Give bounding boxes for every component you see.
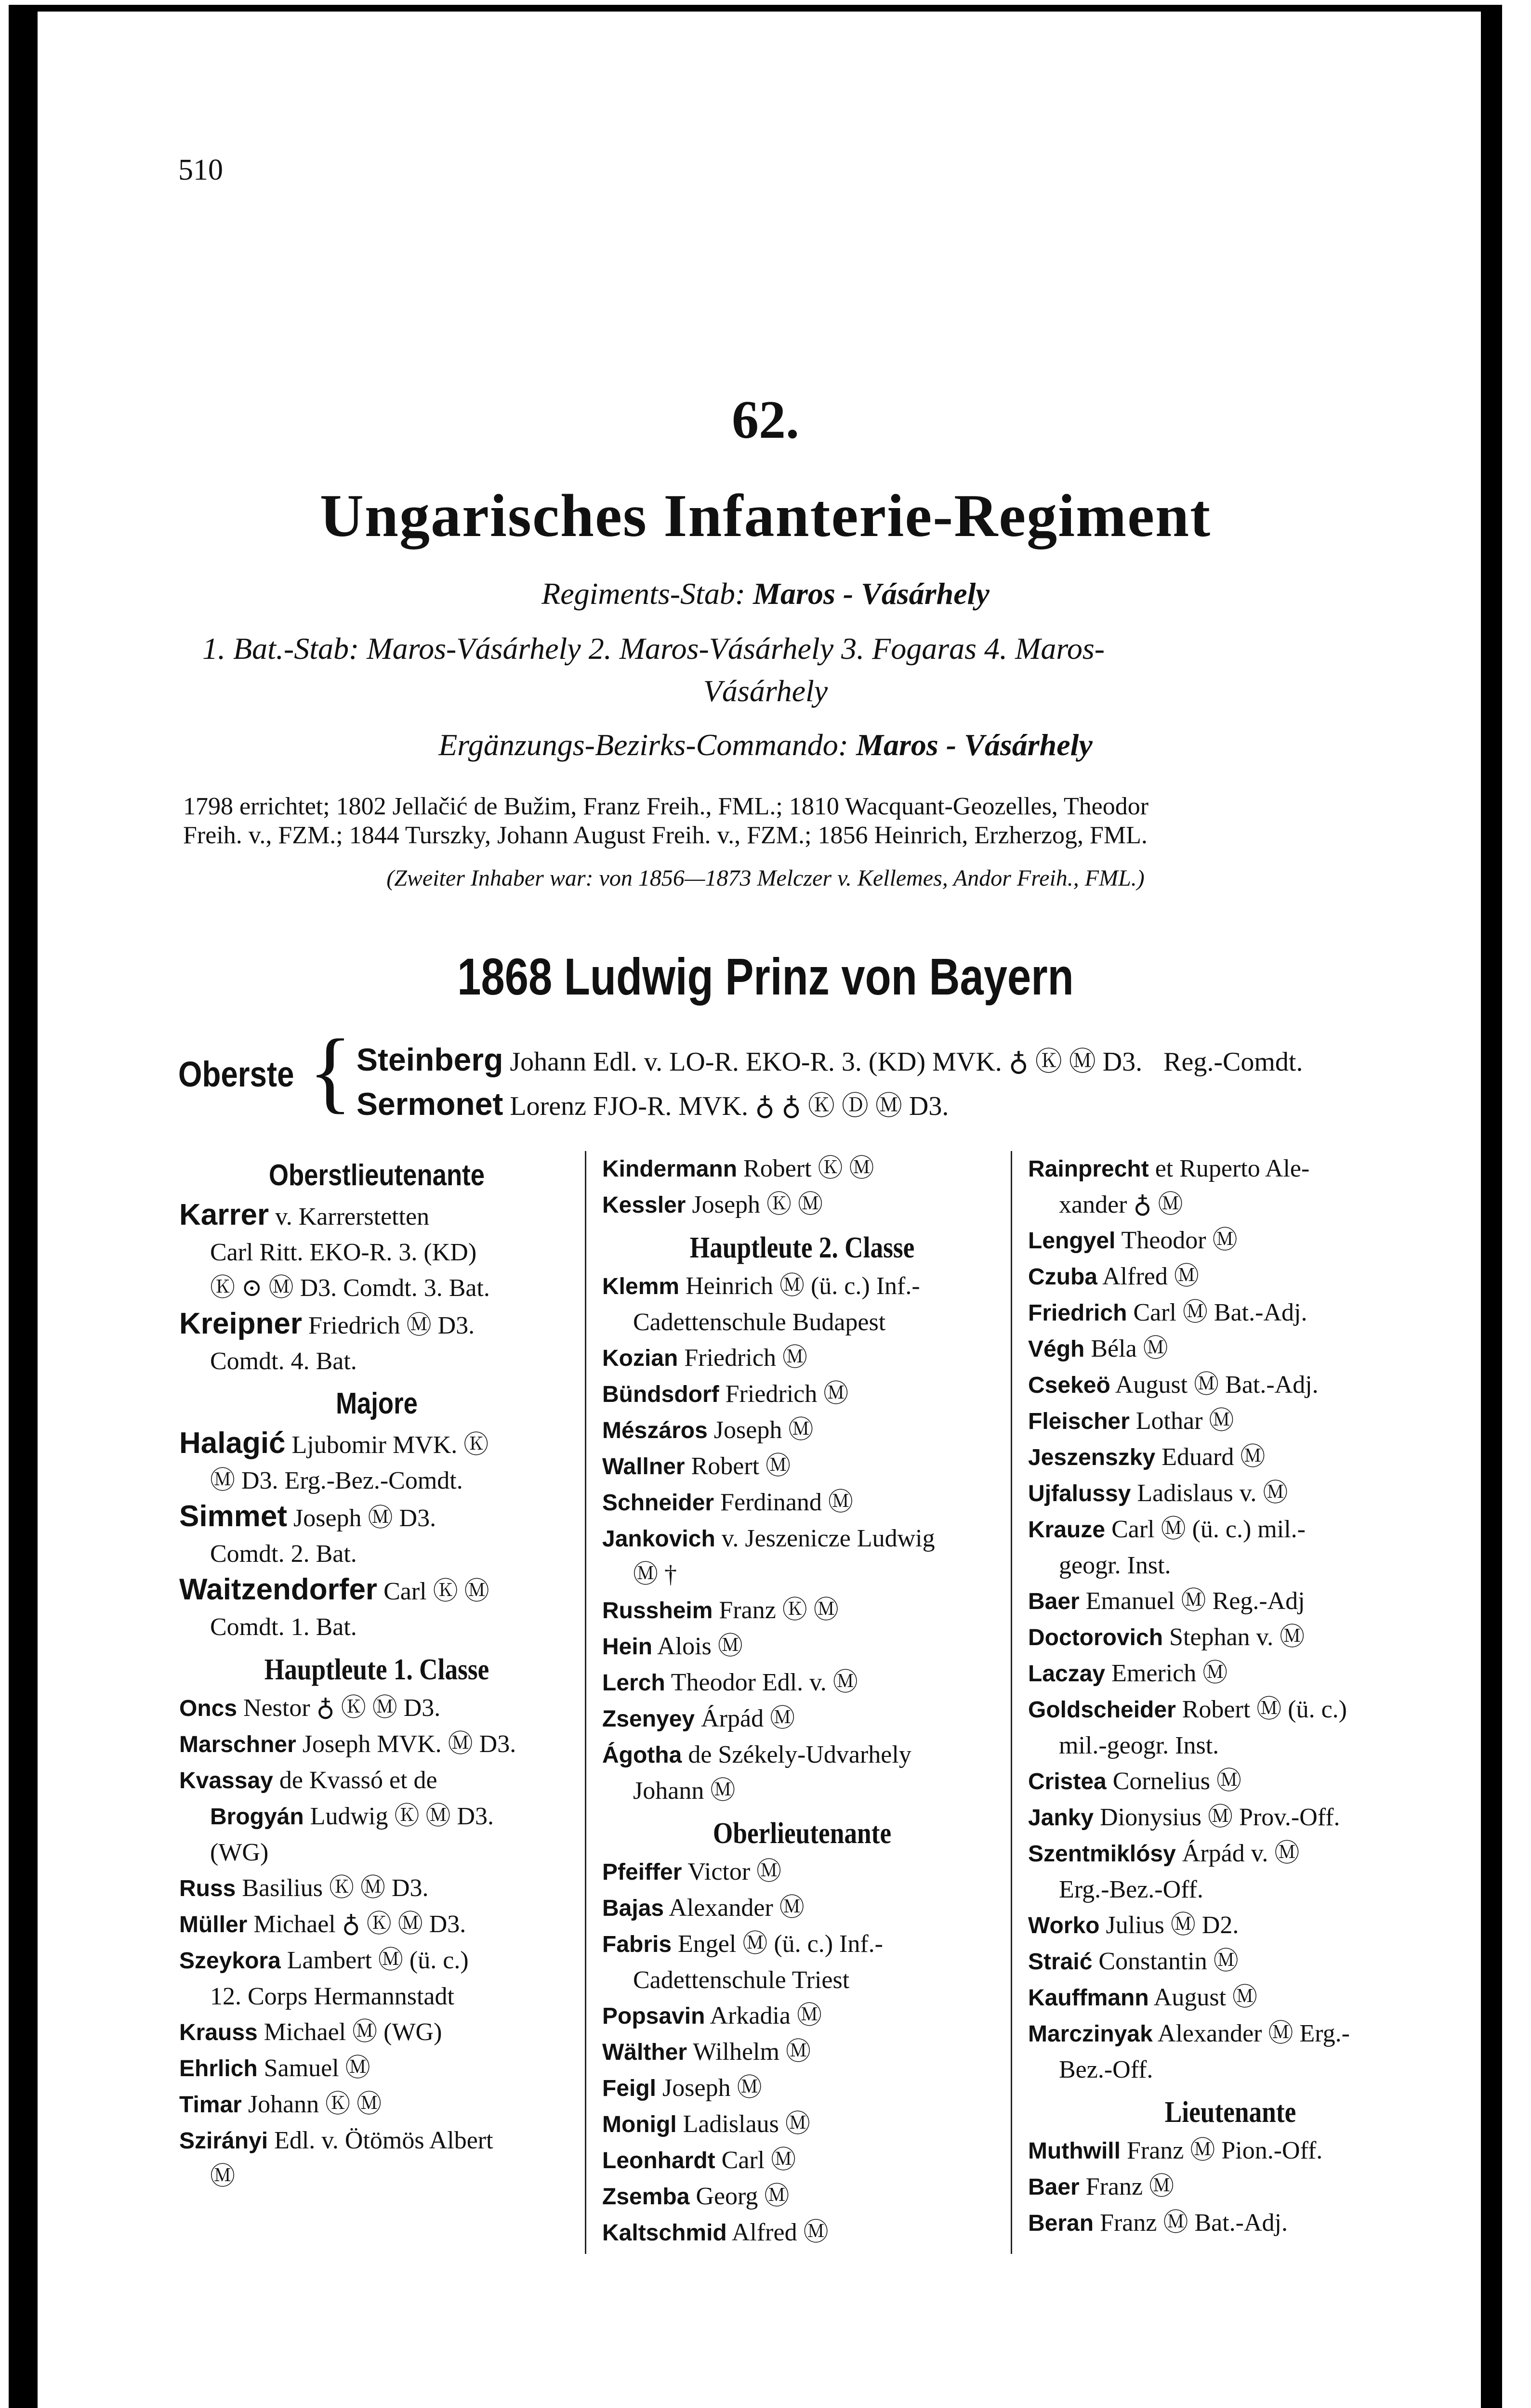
officer-surname: Krauss <box>179 2020 258 2045</box>
officer-details: Alois Ⓜ <box>652 1633 743 1660</box>
regiment-number: 62. <box>732 390 799 450</box>
officer-surname: Karrer <box>179 1198 269 1231</box>
officer-entry <box>1028 1512 1433 1548</box>
officer-details: August Ⓜ Bat.-Adj. <box>1110 1371 1319 1399</box>
officer-surname: Jankovich <box>602 1526 715 1552</box>
officer-entry <box>179 1426 574 1463</box>
oberste-row-1 <box>356 1040 1303 1079</box>
officer-details: Alexander Ⓜ <box>664 1894 805 1922</box>
officer-surname: Mészáros <box>602 1418 708 1443</box>
officer-details: Georg Ⓜ <box>689 2183 790 2210</box>
officer-surname: Simmet <box>179 1500 287 1533</box>
officer-entry <box>1028 1908 1433 1944</box>
oberste-details: Johann Edl. v. LO-R. EKO-R. 3. (KD) MVK. ♁ Ⓚ Ⓜ D3. <box>510 1047 1143 1077</box>
officer-entry <box>1028 1367 1433 1403</box>
officer-entry <box>1028 1764 1433 1800</box>
officer-entry <box>179 1871 574 1907</box>
officer-surname: Bajas <box>602 1896 664 1921</box>
officer-details: Constantin Ⓜ <box>1092 1948 1239 1975</box>
officer-surname: Ujfalussy <box>1028 1481 1131 1506</box>
officer-entry <box>179 2087 574 2123</box>
officer-entry <box>602 1376 1002 1413</box>
officer-entry <box>1028 1295 1433 1331</box>
officer-entry <box>1028 2169 1433 2205</box>
officer-surname: Russheim <box>602 1598 713 1623</box>
officer-entry <box>1028 1476 1433 1512</box>
officer-surname: Rainprecht <box>1028 1156 1149 1182</box>
officer-surname: Leonhardt <box>602 2148 715 2173</box>
officer-entry <box>602 1151 1002 1187</box>
officer-details: de Székely-Udvarhely <box>682 1741 911 1768</box>
officer-entry <box>602 2070 1002 2107</box>
officer-surname: Feigl <box>602 2076 657 2101</box>
officer-entry <box>602 1665 1002 1701</box>
officer-details: Franz Ⓚ Ⓜ <box>713 1597 839 1624</box>
officer-entry <box>179 2015 574 2051</box>
section-heading: Hauptleute 1. Classe <box>264 1653 489 1686</box>
officer-details: Franz Ⓜ Bat.-Adj. <box>1094 2209 1288 2237</box>
officer-details: Carl Ⓜ (ü. c.) mil.- <box>1105 1516 1306 1543</box>
oberste-name: Sermonet <box>356 1086 503 1122</box>
officer-surname: Schneider <box>602 1490 714 1516</box>
officer-entry <box>602 2179 1002 2215</box>
officer-surname: Ágotha <box>602 1742 682 1768</box>
section-heading: Oberstlieutenante <box>268 1159 485 1192</box>
second-owner-note: (Zweiter Inhaber war: von 1856—1873 Melczer v. Kellemes, Andor Freih., FML.) <box>386 865 1145 891</box>
officer-details: Árpád v. Ⓜ <box>1175 1840 1300 1867</box>
entry-continuation: Cadettenschule Budapest <box>633 1309 886 1336</box>
officer-entry <box>602 1449 1002 1485</box>
officer-entry <box>179 1727 574 1763</box>
oberste-label: Oberste <box>178 1054 294 1094</box>
officer-entry <box>1028 1944 1433 1980</box>
officer-surname: Csekeö <box>1028 1373 1110 1398</box>
officer-entry <box>179 1763 574 1799</box>
history-line-1: 1798 errichtet; 1802 Jellačić de Bužim, Franz Freih., FML.; 1810 Wacquant-Geozelles, Theodor <box>183 793 1149 820</box>
officer-details: Alexander Ⓜ Erg.- <box>1152 2020 1350 2047</box>
officer-surname: Müller <box>179 1912 248 1937</box>
officer-details: Arkadia Ⓜ <box>705 2002 822 2029</box>
officer-surname: Kessler <box>602 1192 686 1218</box>
officer-surname: Ehrlich <box>179 2056 258 2081</box>
officer-entry <box>1028 1656 1433 1692</box>
officer-details: Robert Ⓚ Ⓜ <box>737 1155 874 1182</box>
officer-surname: Jeszenszky <box>1028 1445 1156 1470</box>
ergaenzung-value: Maros - Vásárhely <box>856 728 1093 762</box>
section-heading: Oberlieutenante <box>713 1817 892 1850</box>
officer-surname: Végh <box>1028 1336 1085 1362</box>
officer-surname: Popsavin <box>602 2003 705 2029</box>
officer-details: Friedrich Ⓜ <box>678 1344 807 1372</box>
officer-entry <box>179 2051 574 2087</box>
section-heading: Majore <box>336 1387 418 1420</box>
officer-details: Stephan v. Ⓜ <box>1163 1623 1305 1651</box>
officer-details: Theodor Ⓜ <box>1115 1227 1238 1254</box>
entry-continuation: Comdt. 4. Bat. <box>210 1348 357 1375</box>
oberste-note: Reg.-Comdt. <box>1163 1047 1303 1077</box>
officer-entry <box>602 1854 1002 1890</box>
officer-entry <box>1028 1403 1433 1440</box>
officer-details: Robert Ⓜ <box>685 1453 791 1480</box>
officer-details: Joseph MVK. Ⓜ D3. <box>296 1730 516 1758</box>
officer-details: Carl Ⓜ Bat.-Adj. <box>1127 1299 1307 1326</box>
officer-surname: Worko <box>1028 1913 1100 1938</box>
officer-entry <box>602 2215 1002 2251</box>
officer-details: Friedrich Ⓜ D3. <box>302 1312 475 1339</box>
officer-surname: Kindermann <box>602 1156 738 1182</box>
officer-details: Emerich Ⓜ <box>1105 1660 1228 1687</box>
entry-continuation: Comdt. 2. Bat. <box>210 1540 357 1568</box>
officer-surname: Szentmiklósy <box>1028 1841 1176 1867</box>
entry-continuation: (WG) <box>210 1839 269 1866</box>
officer-details: Basilius Ⓚ Ⓜ D3. <box>236 1874 429 1902</box>
entry-continuation: Ⓜ † <box>633 1561 677 1588</box>
officer-surname: Bündsdorf <box>602 1382 719 1407</box>
entry-continuation: Comdt. 1. Bat. <box>210 1613 357 1641</box>
officer-details: Franz Ⓜ <box>1079 2173 1175 2200</box>
officer-surname: Kozian <box>602 1346 678 1371</box>
officer-entry <box>602 1593 1002 1629</box>
regiments-stab-line <box>0 576 1531 612</box>
officer-details: Friedrich Ⓜ <box>719 1380 849 1408</box>
officer-details: Nestor ♁ Ⓚ Ⓜ D3. <box>237 1694 441 1722</box>
officer-surname: Brogyán <box>210 1804 304 1830</box>
officer-details: Julius Ⓜ D2. <box>1099 1911 1239 1939</box>
entry-continuation: geogr. Inst. <box>1059 1552 1171 1579</box>
officer-surname: Lerch <box>602 1670 665 1696</box>
officer-surname: Zsenyey <box>602 1706 695 1732</box>
oberste-name: Steinberg <box>356 1042 503 1077</box>
entry-continuation: 12. Corps Hermannstadt <box>210 1983 454 2010</box>
officer-details: de Kvassó et de <box>273 1767 437 1794</box>
officer-details: Alfred Ⓜ <box>726 2219 829 2246</box>
officer-surname: Klemm <box>602 1274 680 1299</box>
ergaenzung-line <box>0 727 1531 763</box>
officer-entry <box>179 1799 574 1835</box>
officer-surname: Pfeiffer <box>602 1859 682 1885</box>
officer-surname: Czuba <box>1028 1264 1097 1290</box>
officer-details: Cornelius Ⓜ <box>1106 1767 1241 1795</box>
officer-details: Lothar Ⓜ <box>1129 1407 1234 1435</box>
officer-entry <box>179 1690 574 1727</box>
officer-surname: Kvassay <box>179 1768 273 1793</box>
bat-stab-line-2: Vásárhely <box>703 674 828 708</box>
officer-details: Ladislaus Ⓜ <box>676 2110 810 2138</box>
entry-continuation: Cadettenschule Triest <box>633 1966 850 1994</box>
officer-details: Edl. v. Ötömös Albert <box>268 2127 493 2154</box>
officer-surname: Krauze <box>1028 1517 1106 1543</box>
officer-entry <box>1028 1151 1433 1187</box>
officer-entry <box>1028 1620 1433 1656</box>
officer-details: Theodor Edl. v. Ⓜ <box>665 1669 858 1696</box>
officer-surname: Kaltschmid <box>602 2220 727 2246</box>
officer-surname: Wälther <box>602 2040 687 2065</box>
officer-details: Carl Ⓜ <box>715 2146 796 2174</box>
officer-entry <box>179 1197 574 1235</box>
officer-details: Johann Ⓚ Ⓜ <box>241 2091 382 2118</box>
regiments-stab-label: Regiments-Stab: <box>541 576 746 611</box>
officer-surname: Halagić <box>179 1426 286 1460</box>
officer-entry <box>179 2123 574 2159</box>
column-2 <box>602 1151 1002 2251</box>
officer-entry <box>1028 1836 1433 1872</box>
officer-surname: Kreipner <box>179 1307 302 1340</box>
officer-entry <box>1028 1692 1433 1728</box>
officer-surname: Laczay <box>1028 1661 1106 1687</box>
column-1 <box>179 1151 574 2195</box>
entry-continuation: Johann Ⓜ <box>633 1777 736 1805</box>
officer-entry <box>1028 1800 1433 1836</box>
officer-entry <box>1028 1440 1433 1476</box>
officer-entry <box>1028 1223 1433 1259</box>
entry-continuation: Erg.-Bez.-Off. <box>1059 1876 1203 1903</box>
entry-continuation: mil.-geogr. Inst. <box>1059 1732 1219 1759</box>
column-3 <box>1028 1151 1433 2241</box>
officer-details: Ludwig Ⓚ Ⓜ D3. <box>304 1803 494 1830</box>
column-divider <box>585 1151 586 2254</box>
officer-details: Joseph Ⓚ Ⓜ <box>686 1191 823 1218</box>
officer-details: Michael Ⓜ (WG) <box>257 2018 442 2046</box>
officer-entry <box>602 1629 1002 1665</box>
officer-details: Michael ♁ Ⓚ Ⓜ D3. <box>247 1911 466 1938</box>
officer-details: Emanuel Ⓜ Reg.-Adj <box>1079 1587 1305 1615</box>
officer-surname: Doctorovich <box>1028 1625 1163 1650</box>
officer-details: v. Jeszenicze Ludwig <box>715 1525 935 1552</box>
officer-surname: Janky <box>1028 1805 1094 1831</box>
officer-surname: Monigl <box>602 2112 677 2137</box>
officer-surname: Beran <box>1028 2211 1094 2236</box>
officer-entry <box>602 1521 1002 1557</box>
officer-entry <box>602 1926 1002 1963</box>
officer-surname: Fleischer <box>1028 1409 1130 1434</box>
officer-entry <box>1028 1980 1433 2016</box>
section-heading: Lieutenante <box>1164 2096 1296 2129</box>
officer-entry <box>602 1737 1002 1773</box>
entry-continuation: Ⓚ ⊙ Ⓜ D3. Comdt. 3. Bat. <box>210 1274 490 1302</box>
officer-details: et Ruperto Ale- <box>1148 1155 1310 1182</box>
officer-entry <box>179 1572 574 1610</box>
officer-details: Ljubomir MVK. Ⓚ <box>285 1431 489 1459</box>
entry-continuation: Bez.-Off. <box>1059 2056 1153 2083</box>
officer-details: Ladislaus v. Ⓜ <box>1131 1479 1288 1507</box>
section-heading: Hauptleute 2. Classe <box>689 1231 915 1264</box>
officer-surname: Baer <box>1028 1589 1080 1614</box>
officer-details: Victor Ⓜ <box>682 1858 782 1885</box>
officer-details: Béla Ⓜ <box>1084 1335 1168 1362</box>
officer-surname: Lengyel <box>1028 1228 1116 1254</box>
officer-details: Joseph Ⓜ <box>656 2074 762 2102</box>
entry-continuation: Ⓜ D3. Erg.-Bez.-Comdt. <box>210 1467 463 1494</box>
officer-entry <box>602 1187 1002 1223</box>
officer-entry <box>602 1485 1002 1521</box>
bat-stab-line-1: 1. Bat.-Stab: Maros-Vásárhely 2. Maros-Vásárhely 3. Fogaras 4. Maros- <box>202 631 1105 666</box>
entry-continuation: Ⓜ <box>210 2163 236 2190</box>
entry-continuation: xander ♁ Ⓜ <box>1059 1191 1183 1218</box>
officer-details: August Ⓜ <box>1148 1984 1258 2011</box>
officer-details: Alfred Ⓜ <box>1097 1263 1199 1290</box>
officer-details: Engel Ⓜ (ü. c.) Inf.- <box>672 1930 884 1958</box>
officer-surname: Goldscheider <box>1028 1697 1176 1723</box>
regiment-owner: 1868 Ludwig Prinz von Bayern <box>457 947 1074 1006</box>
officer-entry <box>179 1499 574 1536</box>
officer-entry <box>602 1998 1002 2034</box>
officer-entry <box>1028 2205 1433 2241</box>
officer-entry <box>602 1890 1002 1926</box>
officer-entry <box>179 1306 574 1344</box>
officer-details: Robert Ⓜ (ü. c.) <box>1175 1696 1347 1723</box>
officer-surname: Timar <box>179 2092 242 2118</box>
oberste-brace: { <box>308 1021 353 1122</box>
officer-entry <box>1028 2133 1433 2169</box>
officer-entry <box>602 2034 1002 2070</box>
page-number: 510 <box>178 154 223 186</box>
officer-details: Franz Ⓜ Pion.-Off. <box>1120 2137 1323 2164</box>
regiments-stab-value: Maros - Vásárhely <box>753 576 990 611</box>
officer-surname: Waitzendorfer <box>179 1573 378 1606</box>
officer-details: Ferdinand Ⓜ <box>714 1489 853 1516</box>
officer-details: Joseph Ⓜ <box>707 1416 814 1444</box>
page-title: Ungarisches Infanterie-Regiment <box>319 483 1212 550</box>
ergaenzung-label: Ergänzungs-Bezirks-Commando: <box>438 728 849 762</box>
officer-surname: Zsemba <box>602 2184 690 2210</box>
officer-details: Dionysius Ⓜ Prov.-Off. <box>1094 1804 1340 1831</box>
officer-surname: Russ <box>179 1876 236 1901</box>
officer-entry <box>602 2107 1002 2143</box>
officer-entry <box>602 1701 1002 1737</box>
officer-surname: Baer <box>1028 2174 1080 2200</box>
officer-surname: Oncs <box>179 1696 238 1721</box>
officer-details: Samuel Ⓜ <box>257 2055 370 2082</box>
officer-details: Heinrich Ⓜ (ü. c.) Inf.- <box>679 1272 920 1300</box>
officer-entry <box>602 2143 1002 2179</box>
officer-details: Wilhelm Ⓜ <box>687 2038 811 2066</box>
officer-details: Árpád Ⓜ <box>695 1705 795 1732</box>
oberste-details: Lorenz FJO-R. MVK. ♁ ♁ Ⓚ Ⓓ Ⓜ D3. <box>510 1091 949 1121</box>
officer-surname: Szeykora <box>179 1948 281 1974</box>
officer-surname: Kauffmann <box>1028 1985 1149 2011</box>
officer-entry <box>602 1413 1002 1449</box>
officer-surname: Marczinyak <box>1028 2021 1153 2047</box>
entry-continuation: Carl Ritt. EKO-R. 3. (KD) <box>210 1239 477 1266</box>
history-line-2: Freih. v., FZM.; 1844 Turszky, Johann August Freih. v., FZM.; 1856 Heinrich, Erzherzog, FML. <box>183 822 1148 849</box>
officer-entry <box>179 1907 574 1943</box>
officer-surname: Muthwill <box>1028 2138 1121 2164</box>
officer-entry <box>1028 1259 1433 1295</box>
officer-surname: Fabris <box>602 1932 672 1957</box>
officer-entry <box>179 1943 574 1979</box>
officer-details: Carl Ⓚ Ⓜ <box>377 1578 489 1605</box>
officer-entry <box>1028 2016 1433 2052</box>
officer-details: Joseph Ⓜ D3. <box>287 1505 436 1532</box>
officer-surname: Straić <box>1028 1949 1093 1975</box>
officer-entry <box>1028 1331 1433 1367</box>
officer-entry <box>602 1340 1002 1376</box>
officer-surname: Marschner <box>179 1732 296 1757</box>
officer-surname: Szirányi <box>179 2128 268 2154</box>
officer-details: Eduard Ⓜ <box>1155 1443 1266 1471</box>
officer-surname: Wallner <box>602 1454 685 1479</box>
officer-entry <box>602 1269 1002 1305</box>
officer-surname: Cristea <box>1028 1769 1107 1794</box>
officer-surname: Hein <box>602 1634 653 1660</box>
column-divider <box>1011 1151 1012 2254</box>
officer-surname: Friedrich <box>1028 1300 1127 1326</box>
officer-entry <box>1028 1584 1433 1620</box>
officer-details: v. Karrerstetten <box>269 1203 430 1230</box>
officer-details: Lambert Ⓜ (ü. c.) <box>280 1947 469 1974</box>
oberste-row-2 <box>356 1085 949 1123</box>
